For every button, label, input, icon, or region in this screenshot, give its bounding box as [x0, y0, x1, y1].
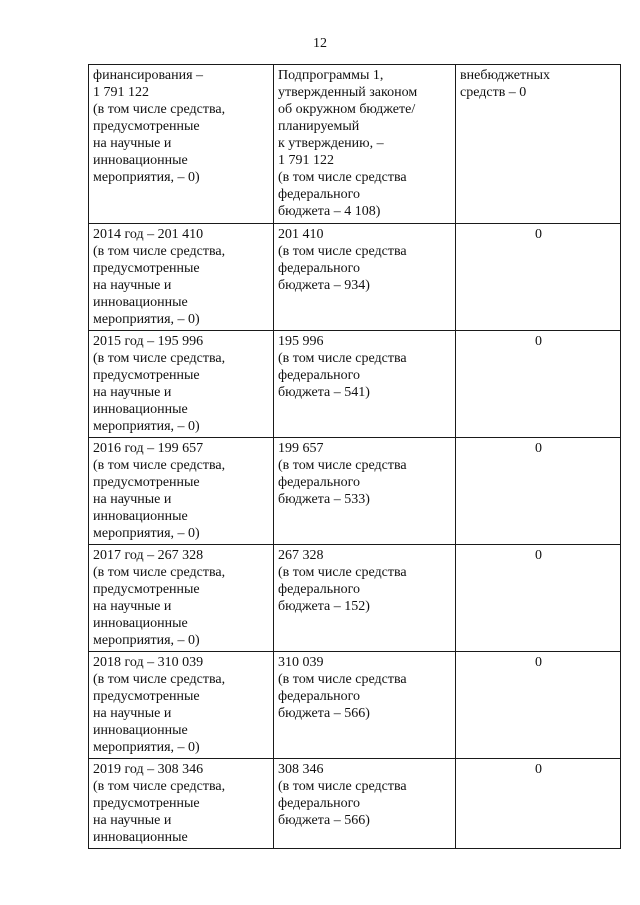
cell-year-regional	[274, 759, 456, 849]
cell-line: предусмотренные	[93, 368, 200, 383]
cell-line: федерального	[278, 689, 361, 704]
cell-line: 2016 год – 199 657	[93, 441, 204, 456]
cell-line: 199 657	[278, 441, 324, 456]
cell-year-extrabudgetary: 0	[456, 545, 621, 652]
cell-line: предусмотренные	[93, 261, 200, 276]
cell-line: бюджета – 533)	[278, 492, 370, 507]
cell-line: 195 996	[278, 334, 324, 349]
cell-line: (в том числе средства	[278, 779, 407, 794]
cell-line: планируемый	[278, 119, 360, 134]
cell-line: об окружном бюджете/	[278, 102, 416, 117]
cell-line: 310 039	[278, 655, 324, 670]
cell-line: инновационные	[93, 723, 188, 738]
cell-year-extrabudgetary: 0	[456, 759, 621, 849]
cell-line: предусмотренные	[93, 475, 200, 490]
cell-line: (в том числе средства	[278, 170, 407, 185]
cell-line: бюджета – 566)	[278, 706, 370, 721]
cell-line: (в том числе средства,	[93, 102, 226, 117]
cell-line: утвержденный законом	[278, 85, 418, 100]
cell-line: федерального	[278, 582, 361, 597]
table-row-continuation	[89, 65, 621, 224]
cell-line: 2018 год – 310 039	[93, 655, 204, 670]
cell-line: на научные и	[93, 385, 172, 400]
cell-line: мероприятия, – 0)	[93, 633, 200, 648]
budget-table	[88, 64, 621, 849]
cell-line: (в том числе средства,	[93, 779, 226, 794]
table-row-year	[89, 438, 621, 545]
cell-extrabudgetary	[456, 65, 621, 224]
cell-year-extrabudgetary: 0	[456, 224, 621, 331]
table-row-year	[89, 545, 621, 652]
cell-line: к утверждению, –	[278, 136, 384, 151]
cell-line: предусмотренные	[93, 796, 200, 811]
cell-line: мероприятия, – 0)	[93, 170, 200, 185]
cell-line: предусмотренные	[93, 119, 200, 134]
cell-line: 1 791 122	[278, 153, 334, 168]
cell-line: Подпрограммы 1,	[278, 68, 384, 83]
cell-line: инновационные	[93, 402, 188, 417]
table-row-year	[89, 652, 621, 759]
cell-line: мероприятия, – 0)	[93, 419, 200, 434]
cell-line: инновационные	[93, 153, 188, 168]
table-row-year	[89, 759, 621, 849]
cell-line: инновационные	[93, 509, 188, 524]
cell-line: внебюджетных	[460, 68, 551, 83]
cell-line: инновационные	[93, 830, 188, 845]
cell-year-regional	[274, 438, 456, 545]
cell-line: на научные и	[93, 706, 172, 721]
page-number: 12	[313, 36, 327, 51]
cell-line: (в том числе средства,	[93, 458, 226, 473]
cell-line: (в том числе средства,	[93, 351, 226, 366]
cell-year-extrabudgetary: 0	[456, 652, 621, 759]
cell-line: (в том числе средства,	[93, 244, 226, 259]
cell-line: федерального	[278, 187, 361, 202]
cell-line: мероприятия, – 0)	[93, 526, 200, 541]
cell-year-extrabudgetary: 0	[456, 438, 621, 545]
cell-line: 2019 год – 308 346	[93, 762, 204, 777]
cell-line: (в том числе средства,	[93, 565, 226, 580]
cell-line: (в том числе средства,	[93, 672, 226, 687]
cell-line: на научные и	[93, 136, 172, 151]
cell-line: инновационные	[93, 295, 188, 310]
cell-line: (в том числе средства	[278, 565, 407, 580]
cell-year-total	[89, 652, 274, 759]
cell-line: мероприятия, – 0)	[93, 312, 200, 327]
cell-line: бюджета – 152)	[278, 599, 370, 614]
cell-year-regional	[274, 331, 456, 438]
cell-line: 308 346	[278, 762, 324, 777]
cell-line: федерального	[278, 261, 361, 276]
cell-line: 2015 год – 195 996	[93, 334, 204, 349]
cell-line: предусмотренные	[93, 689, 200, 704]
cell-line: (в том числе средства	[278, 244, 407, 259]
cell-year-extrabudgetary: 0	[456, 331, 621, 438]
cell-year-total	[89, 224, 274, 331]
cell-year-regional	[274, 545, 456, 652]
table-row-year	[89, 224, 621, 331]
cell-line: (в том числе средства	[278, 351, 407, 366]
table-row-year	[89, 331, 621, 438]
cell-year-total	[89, 545, 274, 652]
cell-year-regional	[274, 224, 456, 331]
cell-line: на научные и	[93, 278, 172, 293]
cell-line: федерального	[278, 475, 361, 490]
cell-year-regional	[274, 652, 456, 759]
cell-line: (в том числе средства	[278, 672, 407, 687]
cell-year-total	[89, 438, 274, 545]
cell-line: бюджета – 934)	[278, 278, 370, 293]
cell-line: федерального	[278, 796, 361, 811]
cell-line: (в том числе средства	[278, 458, 407, 473]
cell-year-total	[89, 759, 274, 849]
cell-line: предусмотренные	[93, 582, 200, 597]
cell-line: инновационные	[93, 616, 188, 631]
cell-line: на научные и	[93, 492, 172, 507]
cell-line: 267 328	[278, 548, 324, 563]
cell-line: средств – 0	[460, 85, 527, 100]
cell-line: мероприятия, – 0)	[93, 740, 200, 755]
cell-line: на научные и	[93, 813, 172, 828]
cell-line: федерального	[278, 368, 361, 383]
cell-line: 2017 год – 267 328	[93, 548, 204, 563]
cell-line: финансирования –	[93, 68, 204, 83]
cell-line: бюджета – 4 108)	[278, 204, 381, 219]
cell-line: бюджета – 566)	[278, 813, 370, 828]
cell-line: 1 791 122	[93, 85, 149, 100]
cell-line: 2014 год – 201 410	[93, 227, 204, 242]
cell-year-total	[89, 331, 274, 438]
cell-financing-total	[89, 65, 274, 224]
cell-line: бюджета – 541)	[278, 385, 370, 400]
cell-regional-budget	[274, 65, 456, 224]
cell-line: 201 410	[278, 227, 324, 242]
cell-line: на научные и	[93, 599, 172, 614]
